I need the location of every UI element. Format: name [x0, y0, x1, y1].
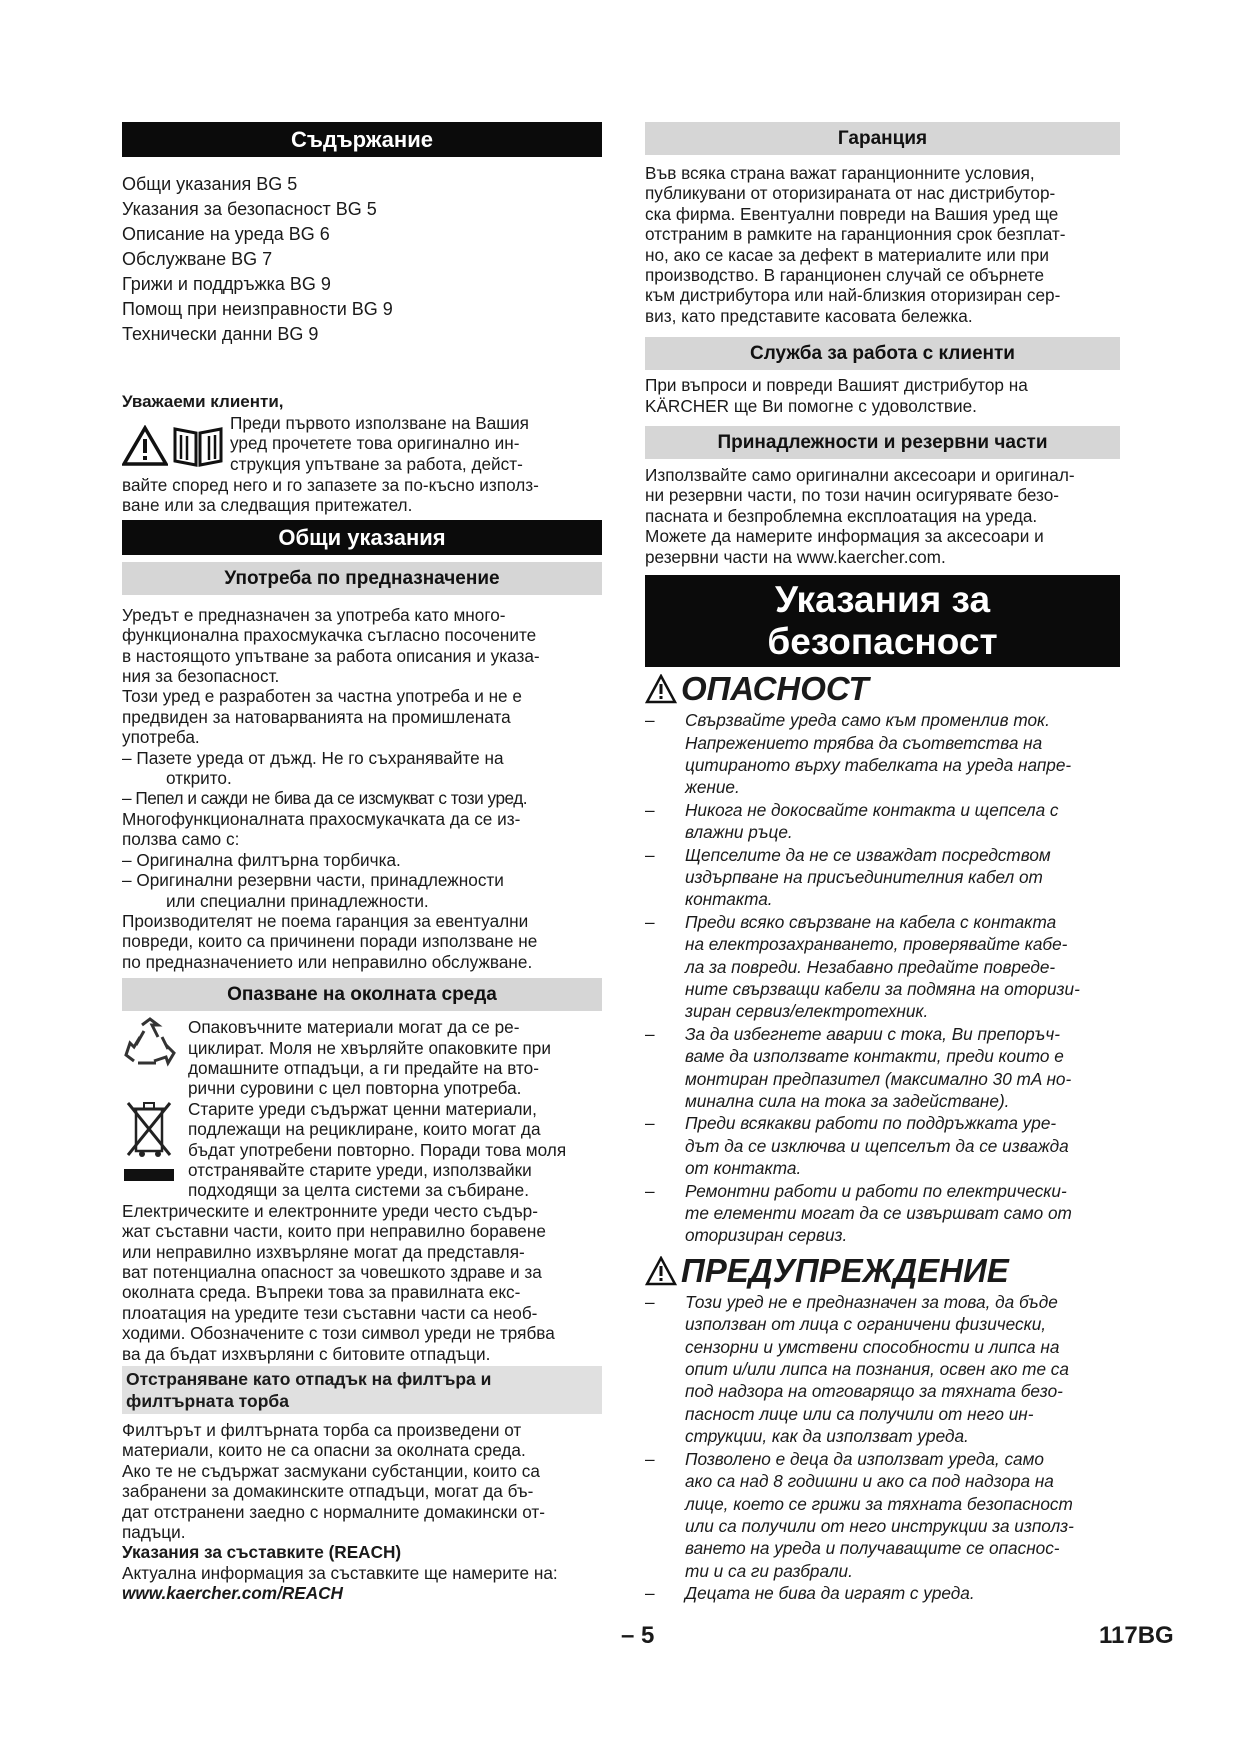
safety-item-line: сензорни и умствени способности и липса на — [685, 1336, 1060, 1357]
warning-triangle-icon — [122, 425, 168, 467]
usage-title: Употреба по предназначение — [122, 562, 602, 595]
safety-item — [645, 1291, 1120, 1448]
warning-list — [645, 1291, 1120, 1605]
safety-item-line: под надзора на отговарящо за тяхната безо- — [685, 1381, 1063, 1402]
safety-item — [645, 1023, 1120, 1113]
safety-item-line: влажни ръце. — [685, 822, 793, 843]
crossed-bin-icon — [122, 1099, 178, 1187]
safety-item-line: пасност лице или са получили от него ин- — [685, 1403, 1034, 1424]
toc-item[interactable]: Общи указания BG 5 — [122, 174, 298, 194]
left-column — [122, 122, 602, 1604]
warning-triangle-icon — [645, 1256, 677, 1286]
dash-bullet: – — [645, 1180, 655, 1201]
safety-item — [645, 844, 1120, 911]
safety-item-line: минална сила на тока за задействане). — [685, 1091, 1010, 1111]
intro-line: струкция упътване за работа, дейст- — [230, 453, 523, 474]
dash-bullet: – — [645, 911, 655, 932]
safety-item-line: Напрежението трябва да съответства на — [685, 732, 1043, 753]
toc-item[interactable]: Технически данни BG 9 — [122, 324, 319, 344]
safety-item-line: ваме да използвате контакти, преди които е — [685, 1046, 1064, 1067]
toc-item[interactable]: Указания за безопасност BG 5 — [122, 199, 377, 219]
safety-item-line: зиран сервиз/електротехник. — [685, 1001, 929, 1022]
list-item: – Оригинална филтърна торбичка. — [122, 849, 401, 870]
electrical-text: Електрическите и електронните уреди често съдър- жат съставни части, които при неправилно боравене или неправилно изхвърляне могат да представля- ват потенциална опасност за човешкото здраве и за околната среда. Въпреки това за правилната екс- плоатация на уредите тези съставни части са необ- ходими. Обозначените с този символ уреди не трябва ва да бъдат изхвърляни с битовите отпадъци. — [122, 1200, 555, 1364]
document-code: 117BG — [1099, 1622, 1174, 1649]
safety-item-line: ните свързващи кабели за подмяна на оторизи- — [685, 978, 1080, 999]
safety-item-line: от контакта. — [685, 1158, 802, 1179]
safety-item — [645, 1448, 1120, 1582]
list-item: – Пазете уреда от дъжд. Не го съхранявайте на — [122, 747, 504, 768]
reach-text: Актуална информация за съставките ще намерите на: — [122, 1562, 558, 1583]
service-text: При въпроси и повреди Вашият дистрибутор на KÄRCHER ще Ви помогне с удоволствие. — [645, 375, 1028, 416]
safety-item — [645, 709, 1120, 799]
safety-item-line: струкции, как да използват уреда. — [685, 1426, 969, 1447]
filter-text: Филтърът и филтърната торба са произведени от материали, които не са опасни за околната среда. Ако те не съдържат засмукани субстанции, които са забранени за домакинските отпадъци, могат да бъ- дат отстранени заедно с нормалните домакински от- падъци. — [122, 1420, 546, 1543]
safety-item-line: контакта. — [685, 889, 773, 910]
recycle-icon — [122, 1017, 178, 1069]
table-of-contents — [122, 172, 602, 347]
safety-item-line: ла за повреди. Незабавно предайте повреде- — [685, 956, 1056, 977]
safety-item-line: ти и са ги разбрали. — [685, 1560, 853, 1581]
service-title: Служба за работа с клиенти — [645, 337, 1120, 370]
list-item: открито. — [166, 768, 232, 789]
safety-item — [645, 799, 1120, 844]
safety-item-line: монтиран предпазител (максимално 30 mA но- — [685, 1068, 1072, 1089]
safety-item-line: оторизиран сервиз. — [685, 1225, 848, 1246]
safety-item-line: Преди всякакви работи по поддръжката уре- — [685, 1113, 1057, 1134]
safety-item-line: дът да се изключва и щепселът да се изважда — [685, 1135, 1069, 1156]
intro-line: вайте според него и го запазете за по-късно използ- — [122, 475, 539, 495]
dash-bullet: – — [645, 710, 655, 731]
safety-title: Указания за безопасност — [645, 575, 1120, 667]
safety-item-line: опит и/или липса на познания, освен ако те са — [685, 1359, 1069, 1380]
toc-item[interactable]: Обслужване BG 7 — [122, 249, 273, 269]
safety-item-line: Ремонтни работи и работи по електрически- — [685, 1180, 1067, 1201]
dash-bullet: – — [645, 1583, 655, 1604]
safety-item-line: издърпване на присъединителния кабел от — [685, 866, 1043, 887]
safety-item-line: Никога не докосвайте контакта и щепсела с — [685, 799, 1059, 820]
right-column — [645, 122, 1120, 1605]
usage-text: Уредът е предназначен за употреба като много- функционална прахосмукачка съгласно посочените в настоящото упътване за работа описания и указа- ния за безопасност. Този уред е разработен за частна употреба и не е предвиден за натоварванията на промишлената употреба. – Пазете уреда от дъжд. Не го съхранявайте на открито. – Пепел и сажди не бива да се изсмукват с този уред. Многофункционалната прахосмукачката да се из- ползва само с: – Оригинална филтърна торбичка. – Оригинални резервни части, принадлежности или специални принадлежности. Производителят не поема гаранция за евентуални повреди, които са причинени поради използване не по предназначението или неправилно обслужване. — [122, 605, 602, 972]
dash-bullet: – — [645, 1113, 655, 1134]
page-number: – 5 — [621, 1622, 655, 1649]
reach-link[interactable]: www.kaercher.com/REACH — [122, 1583, 343, 1604]
intro-line: ване или за следващия притежател. — [122, 495, 413, 516]
safety-item-line: или са получили от него инструкции за използ- — [685, 1515, 1074, 1536]
environment-title: Опазване на околната среда — [122, 978, 602, 1011]
read-manual-notice — [122, 413, 602, 475]
manual-book-icon — [172, 423, 224, 469]
danger-list — [645, 709, 1120, 1247]
safety-item — [645, 1112, 1120, 1179]
intro-line: Преди първото използване на Вашия — [230, 413, 529, 433]
dash-bullet: – — [645, 844, 655, 865]
warning-heading: ПРЕДУПРЕЖДЕНИЕ — [645, 1251, 1120, 1291]
safety-item-line: жение. — [685, 777, 740, 798]
dash-bullet: – — [645, 1023, 655, 1044]
warranty-text: Във всяка страна важат гаранционните условия, публикувани от оторизираната от нас дистрибутор- ска фирма. Евентуални повреди на Вашия уред ще отстраним в рамките на гаранционния срок безплат- но, ако се касае за дефект в материалите или при производство. В гаранционен случай се обърнете към дистрибутора или най-близкия оторизиран сер- виз, като представите касовата бележка. — [645, 163, 1066, 326]
dash-bullet: – — [645, 1448, 655, 1469]
safety-item — [645, 1582, 1120, 1604]
dash-bullet: – — [645, 1291, 655, 1312]
safety-item-line: Щепселите да не се изваждат посредством — [685, 844, 1051, 865]
accessories-text: Използвайте само оригинални аксесоари и оригинал- ни резервни части, по този начин осигурявате безо- пасната и безпроблемна експлоатация на уреда. Можете да намерите информация за аксесоари и резервни части на www.kaercher.com. — [645, 465, 1075, 567]
toc-item[interactable]: Помощ при неизправности BG 9 — [122, 299, 393, 319]
dash-bullet: – — [645, 799, 655, 820]
filter-disposal-title: Отстраняване като отпадък на филтъра и филтърната торба — [122, 1366, 602, 1414]
safety-item-line: те елементи могат да се извършват само от — [685, 1203, 1072, 1224]
danger-triangle-icon — [645, 674, 677, 704]
safety-item-line: За да избегнете аварии с тока, Ви препоръч- — [685, 1023, 1060, 1044]
safety-item-line: ако са над 8 годишни и ако са под надзора на — [685, 1471, 1054, 1492]
intro-line: уред прочетете това оригинално ин- — [230, 433, 520, 454]
greeting: Уважаеми клиенти, — [122, 392, 284, 411]
safety-item-line: ването на уреда и получаващите се опаснос- — [685, 1538, 1060, 1559]
general-title: Общи указания — [122, 520, 602, 555]
toc-item[interactable]: Грижи и поддръжка BG 9 — [122, 274, 331, 294]
safety-item — [645, 911, 1120, 1023]
weee-notice: Старите уреди съдържат ценни материали, подлежащи на рециклиране, които могат да бъдат употребени повторно. Поради това моля отстранявайте старите уреди, използвайки подходящи за целта системи за събиране. — [122, 1099, 602, 1201]
safety-item-line: Този уред не е предназначен за това, да бъде — [685, 1291, 1058, 1312]
safety-item-line: Преди всяко свързване на кабела с контакта — [685, 911, 1057, 932]
safety-item-line: лице, което се грижи за тяхната безопасност — [685, 1493, 1073, 1514]
toc-item[interactable]: Описание на уреда BG 6 — [122, 224, 330, 244]
recycle-notice: Опаковъчните материали могат да се ре- циклират. Моля не хвърляйте опаковките при домашните отпадъци, а ги предайте на вто- рични суровини с цел повторна употреба. — [122, 1017, 602, 1099]
safety-item-line: използван от лица с ограничени физически, — [685, 1314, 1047, 1335]
list-item: – Пепел и сажди не бива да се изсмукват с този уред. — [122, 788, 527, 809]
safety-item-line: Позволено е деца да използват уреда, само — [685, 1448, 1044, 1469]
list-item: или специални принадлежности. — [166, 890, 429, 911]
list-item: – Оригинални резервни части, принадлежности — [122, 870, 504, 891]
toc-title: Съдържание — [122, 122, 602, 157]
warranty-title: Гаранция — [645, 122, 1120, 155]
safety-item-line: цитираното върху табелката на уреда напре- — [685, 754, 1072, 775]
accessories-title: Принадлежности и резервни части — [645, 426, 1120, 459]
safety-item-line: Свързвайте уреда само към променлив ток. — [685, 710, 1050, 731]
reach-title: Указания за съставките (REACH) — [122, 1542, 402, 1563]
safety-item-line: Децата не бива да играят с уреда. — [685, 1583, 975, 1604]
safety-item — [645, 1180, 1120, 1247]
safety-item-line: на електрозахранването, проверявайте кабе- — [685, 934, 1068, 955]
danger-heading: ОПАСНОСТ — [645, 669, 1120, 709]
